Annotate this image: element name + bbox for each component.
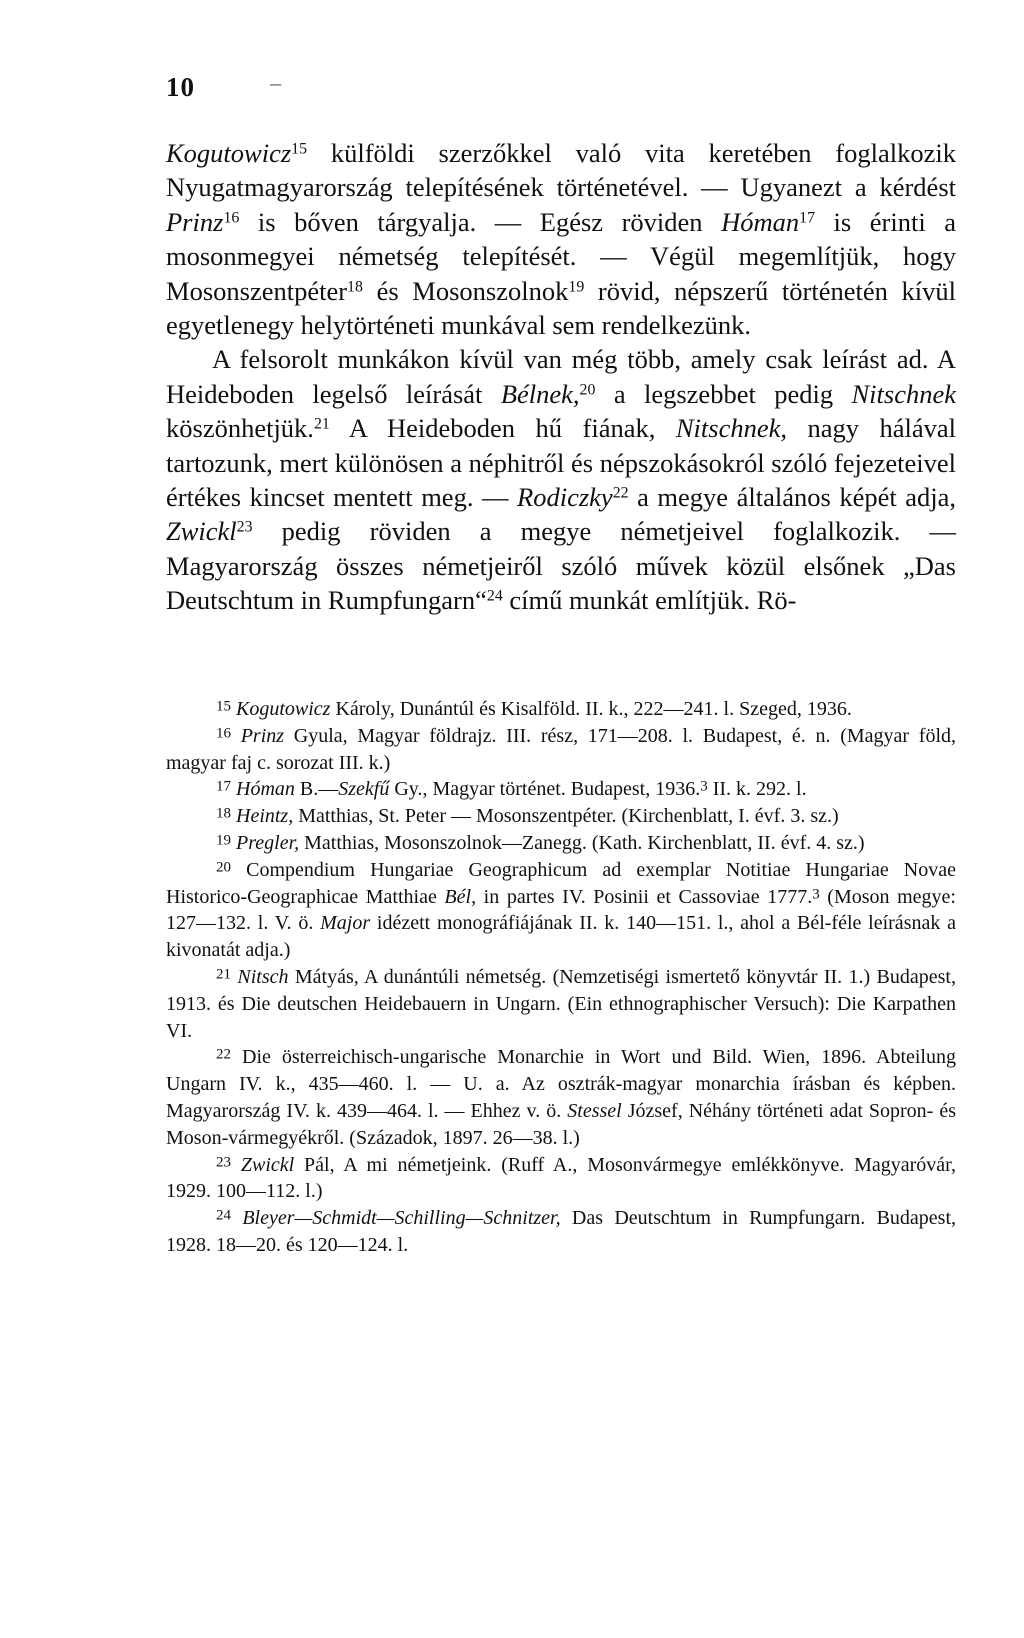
italic-text: Prinz bbox=[240, 724, 285, 747]
text-run: rövid, népszerű történetén kívül egyetlenegy helytörténeti munkával sem rendelkezünk. bbox=[166, 275, 956, 341]
footnote-ref: 18 bbox=[347, 277, 363, 295]
italic-text: Zwickl bbox=[240, 1153, 295, 1176]
text-run: Matthias, Mosonszolnok—Zanegg. (Kath. Kirchenblatt, II. évf. 4. sz.) bbox=[299, 831, 865, 854]
footnote-ref: 17 bbox=[216, 778, 231, 795]
text-run: külföldi szerzőkkel való vita keretében foglalkozik Nyugatmagyarország telepítésének történetével. — Ugyanezt a kérdést bbox=[166, 138, 956, 203]
footnote-ref: 23 bbox=[236, 518, 253, 536]
italic-text: Hóman bbox=[236, 778, 295, 801]
footnote bbox=[166, 696, 956, 723]
footnote-ref: 19 bbox=[216, 832, 231, 849]
italic-text: Prinz bbox=[166, 206, 224, 237]
italic-text: Pregler, bbox=[236, 831, 300, 854]
text-run: A felsorolt munkákon kívül van még több, amely csak leírást ad. A Heideboden legelső leírását bbox=[166, 344, 956, 409]
footnote bbox=[166, 964, 956, 1044]
body-text bbox=[166, 136, 956, 618]
footnote-ref: 17 bbox=[799, 209, 816, 227]
footnote bbox=[166, 1152, 956, 1206]
text-run: A Heideboden hű fiának, bbox=[329, 413, 676, 444]
page-number: 10 bbox=[166, 72, 195, 102]
footnote-ref: 3 bbox=[700, 778, 708, 795]
text-run: Gy., Magyar történet. Budapest, 1936. bbox=[389, 778, 701, 801]
text-run: is bőven tárgyalja. — Egész röviden bbox=[239, 206, 722, 237]
text-run bbox=[231, 725, 241, 747]
text-run: idézett monográfiájának II. k. 140—151. l., ahol a Bél-féle leírásnak a kivonatát adja.) bbox=[166, 912, 956, 962]
italic-text: Nitsch bbox=[237, 965, 289, 988]
footnote-ref: 19 bbox=[568, 277, 585, 295]
text-run: B.— bbox=[294, 778, 339, 801]
footnote-ref: 22 bbox=[612, 484, 629, 502]
footnote-ref: 20 bbox=[216, 859, 231, 876]
text-run bbox=[231, 1154, 241, 1176]
footnote bbox=[166, 857, 956, 964]
body-paragraph bbox=[166, 136, 956, 342]
footnote bbox=[166, 1205, 956, 1259]
italic-text: Rodiczky bbox=[517, 482, 613, 513]
footnote bbox=[166, 803, 956, 830]
text-run bbox=[231, 1207, 242, 1229]
text-run: Das Deutschtum in Rumpfungarn. Budapest, 1928. 18—20. és 120—124. l. bbox=[166, 1207, 956, 1256]
italic-text: Stessel bbox=[567, 1099, 622, 1122]
footnote-ref: 23 bbox=[216, 1154, 231, 1171]
footnote-ref: 21 bbox=[216, 966, 231, 983]
footnote bbox=[166, 776, 956, 803]
text-run: Pál, A mi németjeink. (Ruff A., Mosonvármegye emlékkönyve. Magyaróvár, 1929. 100—112. l.) bbox=[166, 1153, 957, 1203]
text-run: Gyula, Magyar földrajz. III. rész, 171—208. l. Budapest, é. n. (Magyar föld, magyar faj c. sorozat III. k.) bbox=[166, 724, 956, 774]
italic-text: Bélnek, bbox=[500, 378, 580, 409]
footnote bbox=[166, 1044, 956, 1151]
text-run: a legszebbet pedig bbox=[595, 378, 852, 409]
footnote-ref: 21 bbox=[313, 415, 330, 433]
italic-text: Kogutowicz bbox=[166, 138, 292, 168]
footnote-ref: 18 bbox=[216, 805, 231, 822]
italic-text: Kogutowicz bbox=[236, 698, 331, 720]
footnote-ref: 22 bbox=[216, 1046, 231, 1063]
footnote-ref: 16 bbox=[223, 209, 240, 227]
text-run: és Mosonszolnok bbox=[362, 275, 569, 306]
text-run: a megye általános képét adja, bbox=[628, 482, 957, 513]
body-paragraph bbox=[166, 342, 956, 617]
italic-text: Zwickl bbox=[166, 516, 237, 547]
text-run: pedig röviden a megye németjeivel foglalkozik. — Magyarország összes németjeiről szóló művek közül elsőnek „Das Deutschtum in Rumpfungarn“ bbox=[166, 516, 956, 616]
page-mark: – bbox=[270, 70, 281, 95]
italic-text: Bél, bbox=[444, 885, 477, 908]
text-run: Matthias, St. Peter — Mosonszentpéter. (Kirchenblatt, I. évf. 3. sz.) bbox=[293, 805, 839, 828]
footnotes bbox=[166, 696, 956, 1259]
footnote-ref: 24 bbox=[486, 587, 503, 605]
footnote-ref: 3 bbox=[812, 886, 820, 903]
footnote bbox=[166, 723, 956, 777]
italic-text: Bleyer—Schmidt—Schilling—Schnitzer, bbox=[242, 1207, 561, 1230]
italic-text: Nitschnek bbox=[851, 378, 956, 409]
footnote-ref: 24 bbox=[216, 1207, 231, 1224]
italic-text: Nitschnek, bbox=[675, 413, 787, 444]
footnote-ref: 15 bbox=[216, 698, 231, 715]
footnote-ref: 15 bbox=[291, 140, 308, 158]
italic-text: Hóman bbox=[721, 206, 800, 237]
text-run: in partes IV. Posinii et Cassoviae 1777. bbox=[476, 885, 813, 908]
text-run: című munkát említjük. Rö- bbox=[502, 585, 797, 616]
text-run: II. k. 292. l. bbox=[707, 778, 807, 801]
text-run: Károly, Dunántúl és Kisalföld. II. k., 222—241. l. Szeged, 1936. bbox=[330, 698, 852, 720]
text-run: is érinti a mosonmegyei németség telepítését. — Végül megemlítjük, hogy Mosonszentpéter bbox=[166, 206, 956, 306]
text-run: köszönhetjük. bbox=[166, 413, 314, 444]
text-run: Die österreichisch-ungarische Monarchie in Wort und Bild. Wien, 1896. Abteilung Ungarn IV. k., 435—460. l. — U. a. Az osztrák-magyar monarchia írásban és képben. Magyarország IV. k. 439—464. l. — Ehhez v. ö. bbox=[166, 1046, 956, 1122]
footnote-ref: 20 bbox=[579, 381, 596, 399]
italic-text: Heintz, bbox=[236, 805, 294, 828]
text-run: Compendium Hungariae Geographicum ad exemplar Notitiae Hungariae Novae Historico-Geographicae Matthiae bbox=[166, 858, 956, 908]
italic-text: Szekfű bbox=[338, 778, 390, 801]
text-run: Mátyás, A dunántúli németség. (Nemzetiségi ismertető könyvtár II. 1.) Budapest, 1913. és Die deutschen Heidebauern in Ungarn. (Ein ethnographischer Versuch): Die Karpathen VI. bbox=[166, 965, 956, 1042]
text-run: József, Néhány történeti adat Sopron- és Moson-vármegyékről. (Századok, 1897. 26—38. l.) bbox=[166, 1099, 957, 1149]
italic-text: Major bbox=[320, 912, 371, 935]
text-run: nagy hálával tartozunk, mert különösen a néphitről és népszokásokról szóló fejezeteivel értékes kincset mentett meg. — bbox=[166, 413, 956, 513]
text-run: (Moson megye: 127—132. l. V. ö. bbox=[166, 885, 956, 935]
footnote bbox=[166, 830, 956, 857]
footnote-ref: 16 bbox=[216, 725, 231, 742]
